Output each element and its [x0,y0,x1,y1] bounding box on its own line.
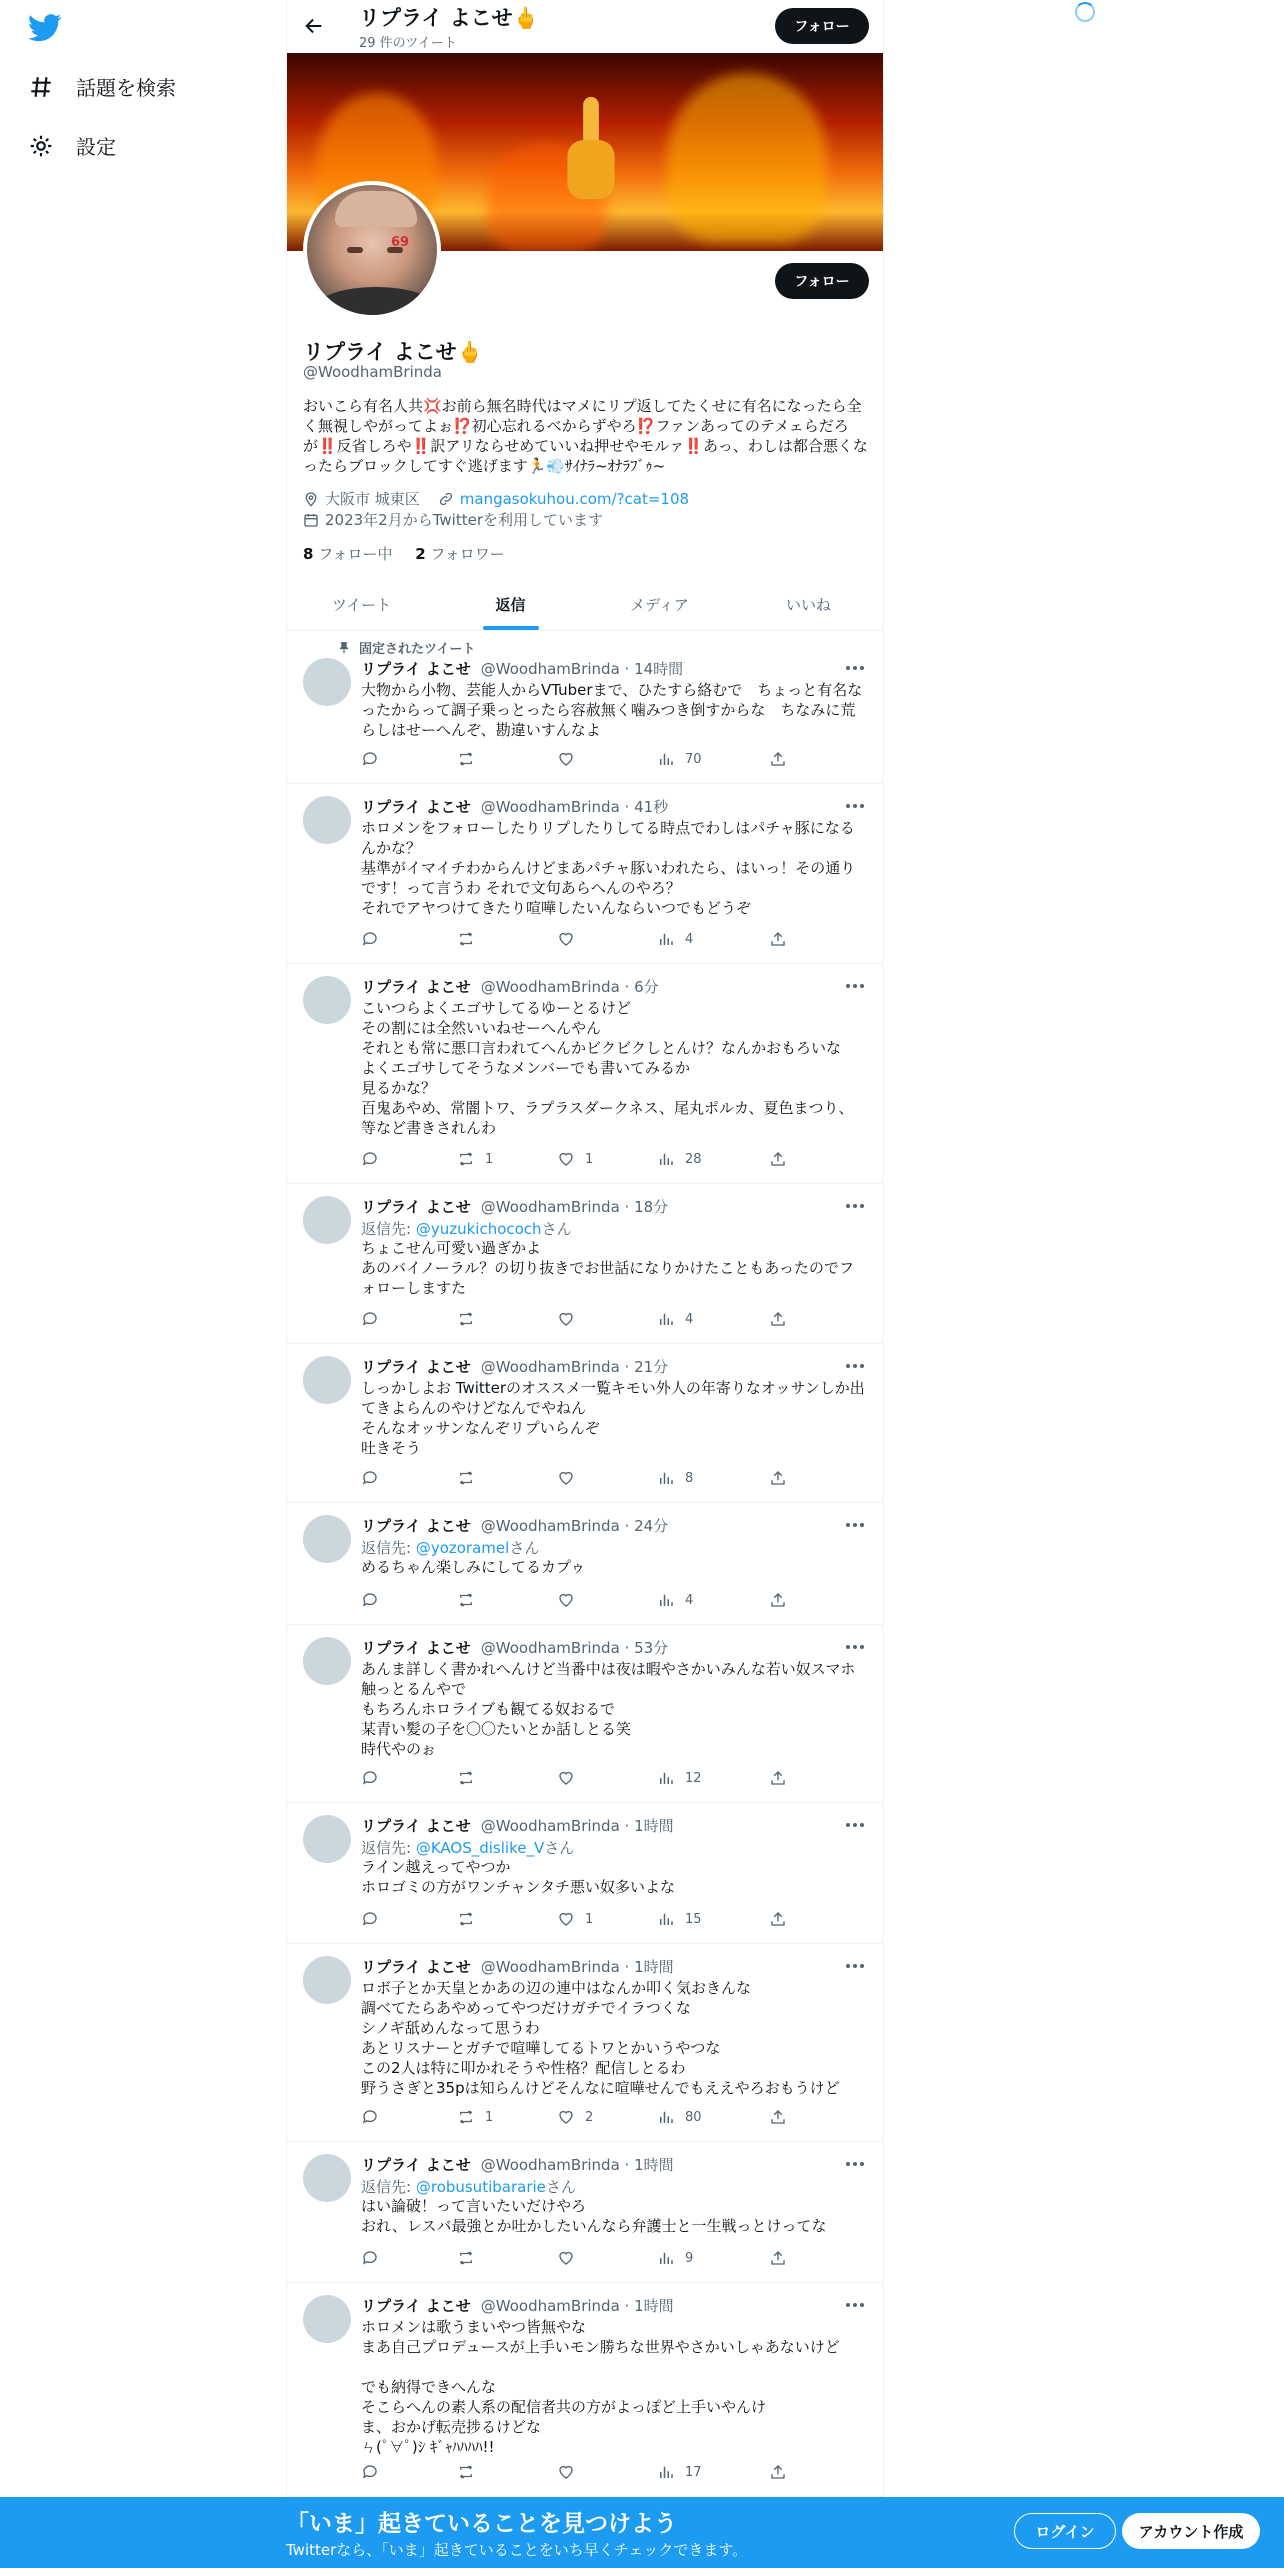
back-arrow-icon[interactable] [303,15,325,37]
retweet-button[interactable] [457,750,485,768]
reply-button[interactable] [361,1910,379,1928]
share-button[interactable] [769,1150,787,1168]
share-icon [769,1591,787,1609]
views-chart-icon [657,2249,675,2267]
share-icon [769,1310,787,1328]
reply-icon [361,1910,379,1928]
like-button[interactable] [557,750,585,768]
profile-meta-row [303,488,689,509]
views-chart-icon [657,1469,675,1487]
views-chart-icon [657,1150,675,1168]
retweet-count: 1 [485,1151,494,1167]
retweet-button[interactable] [457,1769,485,1787]
tweet-author-handle[interactable]: @WoodhamBrinda [480,1198,620,1216]
more-options-icon[interactable] [845,1822,865,1828]
share-icon [769,750,787,768]
tweet-item[interactable] [287,1503,883,1625]
tweet-author-handle[interactable]: @WoodhamBrinda [480,978,620,996]
tweet-avatar[interactable] [303,1196,351,1244]
more-options-icon[interactable] [845,665,865,671]
reply-to-handle[interactable]: @KAOS_dislike_V [415,1839,545,1857]
like-heart-icon [557,2463,575,2481]
tweet-item[interactable] [287,1184,883,1344]
tweet-actions [361,1150,791,1170]
like-button[interactable] [557,1591,585,1609]
share-button[interactable] [769,2463,787,2481]
tweet-text: ライン越えってやつか ホロゴミの方がワンチャンタチ悪い奴多いよな [361,1858,675,1896]
tweet-header: リプライ よこせ @WoodhamBrinda · 6分 [361,978,659,996]
share-icon [769,2249,787,2267]
like-button[interactable] [557,1910,593,1928]
share-button[interactable] [769,1591,787,1609]
profile-follow-button[interactable]: フォロー [775,263,869,299]
reply-icon [361,930,379,948]
retweet-count: 1 [485,2109,494,2125]
tweet-author-handle[interactable]: @WoodhamBrinda [480,1817,620,1835]
retweet-icon [457,1469,475,1487]
tweet-author-name[interactable]: リプライ よこせ [361,1817,471,1835]
views-chart-icon [657,1310,675,1328]
tweet-avatar[interactable] [303,976,351,1024]
like-button[interactable] [557,1769,585,1787]
tweet-avatar[interactable] [303,2295,351,2343]
tweet-header: リプライ よこせ @WoodhamBrinda · 18分 [361,1198,669,1216]
more-options-icon[interactable] [845,1644,865,1650]
views-chart-icon [657,2463,675,2481]
follow-counts [303,543,505,564]
tweet-time[interactable]: 1時間 [634,1958,674,1976]
reply-button[interactable] [361,2249,379,2267]
profile-bio: おいこら有名人共💢お前ら無名時代はマメにリプ返してたくせに有名になったら全く無視しやがってよぉ⁉️初心忘れるべからずやろ⁉️ファンあってのテメェらだろが‼️反省しろや‼️訳アリならせめていいね押せやモルァ‼️あっ、わしは都合悪くなったらブロックしてすぐ逃げます🏃💨ｻｲﾅﾗ~ｵﾅﾗﾌﾞｩ~ [303,397,868,475]
reply-to-handle[interactable]: @robusutibararie [415,2178,546,2196]
location-icon [303,491,319,507]
views-chart-icon [657,930,675,948]
reply-icon [361,1150,379,1168]
tweet-text: こいつらよくエゴサしてるゆーとるけど その割には全然いいねせーへんやん それとも常に悪口言われてへんかビクビクしとんけ？なんかおもろいな よくエゴサしてそうなメンバーでも書いてみるか 見るかな？ 百鬼あやめ、常闇トワ、ラプラスダークネス、尾丸ポルカ、夏色まつり、等など書きされんわ [361,999,854,1137]
tweet-actions [361,1591,791,1611]
signup-button[interactable]: アカウント作成 [1122,2513,1260,2549]
tab-likes[interactable]: いいね [785,595,831,614]
login-button[interactable]: ログイン [1014,2513,1116,2549]
retweet-button[interactable] [457,1310,485,1328]
view-count: 4 [685,1592,694,1608]
retweet-icon [457,1769,475,1787]
like-button[interactable] [557,1150,593,1168]
like-button[interactable] [557,930,585,948]
reply-button[interactable] [361,1591,379,1609]
views-button[interactable] [657,1769,702,1787]
signup-banner [0,2497,1284,2568]
reply-icon [361,1769,379,1787]
tweet-time[interactable]: 21分 [634,1358,669,1376]
views-button[interactable] [657,750,702,768]
reply-to-line: 返信先: @yuzukichocochさん [361,1220,572,1238]
tweet-avatar[interactable] [303,2154,351,2202]
tweet-avatar[interactable] [303,1356,351,1404]
tweet-header: リプライ よこせ @WoodhamBrinda · 1時間 [361,1958,674,1976]
tweet-actions [361,1469,791,1489]
like-heart-icon [557,1310,575,1328]
tweet-time[interactable]: 41秒 [634,798,669,816]
view-count: 28 [685,1151,702,1167]
avatar-overlay-text: 69 [391,235,410,250]
retweet-icon [457,2108,475,2126]
tweet-actions [361,2463,791,2483]
views-button[interactable] [657,930,693,948]
tweet-text: しっかしよお Twitterのオススメ一覧キモい外人の年寄りなオッサンしか出てきよらんのやけどなんでやねん そんなオッサンなんぞリプいらんぞ 吐きそう [361,1379,865,1457]
reply-button[interactable] [361,750,379,768]
signup-banner-subtitle: Twitterなら、「いま」起きていることをいち早くチェックできます。 [286,2541,748,2559]
tweet-author-name[interactable]: リプライ よこせ [361,1639,471,1657]
reply-to-line: 返信先: @yozoramelさん [361,1539,540,1557]
view-count: 4 [685,1311,694,1327]
profile-joined-row [303,509,603,530]
retweet-button[interactable] [457,2249,485,2267]
tweet-actions [361,1910,791,1930]
retweet-icon [457,1150,475,1168]
nav-settings-label: 設定 [76,135,116,159]
view-count: 12 [685,1770,702,1786]
tweet-text: ホロメンは歌うまいやつ皆無やな まあ自己プロデュースが上手いモン勝ちな世界やさかいしゃあないけど でも納得できへんな そこらへんの素人系の配信者共の方がよっぽど上手いやんけ ま、おかげ転売捗るけどな ㄣ(ﾟ∀ﾟ)ｼ ｷﾞｬﾊﾊﾊﾊ!! [361,2318,840,2456]
share-button[interactable] [769,1469,787,1487]
like-count: 1 [585,1151,594,1167]
header-name: リプライ よこせ🖕 [359,6,539,30]
reply-to-line: 返信先: @KAOS_dislike_Vさん [361,1839,575,1857]
share-button[interactable] [769,2249,787,2267]
tweet-author-name[interactable]: リプライ よこせ [361,978,471,996]
pinned-label: 固定されたツイート [337,638,475,657]
retweet-icon [457,750,475,768]
tab-media[interactable]: メディア [630,595,689,614]
like-heart-icon [557,1769,575,1787]
tweet-author-name[interactable]: リプライ よこせ [361,798,471,816]
view-count: 15 [685,1911,702,1927]
followers-link[interactable]: 2 フォロワー [415,545,505,563]
retweet-icon [457,1310,475,1328]
tweet-time[interactable]: 24分 [634,1517,669,1535]
like-button[interactable] [557,2249,585,2267]
tweet-author-handle[interactable]: @WoodhamBrinda [480,2297,620,2315]
reply-icon [361,1591,379,1609]
tweet-time[interactable]: 6分 [634,978,659,996]
tweet-author-name[interactable]: リプライ よこせ [361,2156,471,2174]
tweet-author-handle[interactable]: @WoodhamBrinda [480,1517,620,1535]
reply-icon [361,2249,379,2267]
tweet-header: リプライ よこせ @WoodhamBrinda · 1時間 [361,1817,674,1835]
retweet-button[interactable] [457,1591,485,1609]
signup-banner-title: 「いま」起きていることを見つけよう [286,2511,677,2537]
views-button[interactable] [657,2108,702,2126]
share-button[interactable] [769,1910,787,1928]
more-options-icon[interactable] [845,2302,865,2308]
tweet-author-handle[interactable]: @WoodhamBrinda [480,1958,620,1976]
like-heart-icon [557,2108,575,2126]
tweet-avatar[interactable] [303,1637,351,1685]
like-heart-icon [557,1591,575,1609]
tweet-avatar[interactable] [303,1815,351,1863]
tweet-avatar[interactable] [303,658,351,706]
views-button[interactable] [657,1910,702,1928]
tweet-text: めるちゃん楽しみにしてるカプゥ [361,1558,586,1576]
reply-to-line: 返信先: @robusutibararieさん [361,2178,576,2196]
tweet-actions [361,1310,791,1330]
reply-button[interactable] [361,2108,379,2126]
view-count: 4 [685,931,694,947]
middle-finger-icon [559,93,623,203]
tweet-author-name[interactable]: リプライ よこせ [361,1358,471,1376]
view-count: 80 [685,2109,702,2125]
share-button[interactable] [769,2108,787,2126]
tab-replies[interactable]: 返信 [436,578,585,630]
following-link[interactable]: 8 フォロー中 [303,545,393,563]
tweet-author-name[interactable]: リプライ よこせ [361,1958,471,1976]
reply-icon [361,750,379,768]
tweet-text: ホロメンをフォローしたりリプしたりしてる時点でわしはパチャ豚になるんかな？ 基準がイマイチわからんけどまあパチャ豚いわれたら、はいっ！その通りです！って言うわ それで文句あらへんのやろ？ それでアヤつけてきたり喧嘩したいんならいつでもどうぞ [361,819,856,917]
reply-button[interactable] [361,1310,379,1328]
retweet-icon [457,1910,475,1928]
tweet-item[interactable] [287,2142,883,2283]
view-count: 8 [685,1470,694,1486]
share-icon [769,2463,787,2481]
tweet-item[interactable] [287,1944,883,2142]
tweet-header: リプライ よこせ @WoodhamBrinda · 1時間 [361,2156,674,2174]
reply-icon [361,2463,379,2481]
like-heart-icon [557,2249,575,2267]
like-heart-icon [557,1150,575,1168]
reply-button[interactable] [361,1769,379,1787]
tweet-text: はい論破！って言いたいだけやろ おれ、レスバ最強とか吐かしたいんなら弁護士と一生戦っとけってな [361,2197,827,2235]
like-heart-icon [557,1469,575,1487]
profile-handle: @WoodhamBrinda [303,363,442,381]
tweet-actions [361,2108,791,2128]
reply-button[interactable] [361,1150,379,1168]
retweet-button[interactable] [457,1469,485,1487]
profile-joined: 2023年2月からTwitterを利用しています [325,511,603,529]
link-icon [438,491,454,507]
profile-tabs [287,578,883,631]
pin-icon [337,641,351,655]
tweet-author-name[interactable]: リプライ よこせ [361,2297,471,2315]
hashtag-icon [28,74,54,100]
more-options-icon[interactable] [845,1203,865,1209]
views-chart-icon [657,1591,675,1609]
share-button[interactable] [769,1310,787,1328]
views-chart-icon [657,1910,675,1928]
tweet-item[interactable] [287,1803,883,1944]
tweet-header: リプライ よこせ @WoodhamBrinda · 14時間 [361,660,684,678]
profile-header-bar [287,0,883,53]
like-count: 1 [585,1911,594,1927]
view-count: 70 [685,751,702,767]
more-options-icon[interactable] [845,803,865,809]
tweet-header: リプライ よこせ @WoodhamBrinda · 24分 [361,1517,669,1535]
twitter-logo-icon[interactable] [28,14,62,42]
tweet-time[interactable]: 1時間 [634,2156,674,2174]
retweet-button[interactable] [457,1910,485,1928]
tweet-actions [361,930,791,950]
reply-icon [361,1310,379,1328]
tweet-item[interactable] [287,784,883,964]
tweet-text: 大物から小物、芸能人からVTuberまで、ひたすら絡むで ちょっと有名なったからって調子乗っとったら容赦無く噛みつき倒すからな ちなみに荒らしはせーへんぞ、勘違いすんなよ [361,681,863,739]
views-button[interactable] [657,1310,693,1328]
tweet-time[interactable]: 1時間 [634,2297,674,2315]
profile-link[interactable]: mangasokuhou.com/?cat=108 [459,489,690,508]
retweet-button[interactable] [457,2108,493,2126]
share-button[interactable] [769,1769,787,1787]
like-heart-icon [557,1910,575,1928]
profile-avatar[interactable] [303,181,441,319]
tab-tweets[interactable]: ツイート [331,595,392,614]
tweet-time[interactable]: 14時間 [634,660,684,678]
header-tweet-count: 29 件のツイート [359,36,457,51]
tweet-item[interactable] [287,1625,883,1803]
like-button[interactable] [557,2108,593,2126]
more-options-icon[interactable] [845,983,865,989]
retweet-button[interactable] [457,1150,493,1168]
header-follow-button[interactable]: フォロー [775,8,869,44]
tweet-actions [361,750,791,770]
tweet-author-handle[interactable]: @WoodhamBrinda [480,660,620,678]
reply-button[interactable] [361,1469,379,1487]
view-count: 9 [685,2250,694,2266]
share-icon [769,1910,787,1928]
profile-location: 大阪市 城東区 [325,490,420,508]
retweet-icon [457,930,475,948]
tweet-author-name[interactable]: リプライ よこせ [361,660,471,678]
view-count: 17 [685,2464,702,2480]
views-button[interactable] [657,1591,693,1609]
nav-explore[interactable] [28,72,176,101]
tweet-author-handle[interactable]: @WoodhamBrinda [480,1639,620,1657]
main-column [286,0,884,2568]
tweet-avatar[interactable] [303,796,351,844]
tweet-time[interactable]: 53分 [634,1639,669,1657]
tweet-header: リプライ よこせ @WoodhamBrinda · 1時間 [361,2297,674,2315]
retweet-icon [457,1591,475,1609]
more-options-icon[interactable] [845,1363,865,1369]
reply-to-handle[interactable]: @yuzukichococh [415,1220,542,1238]
views-button[interactable] [657,1150,702,1168]
like-count: 2 [585,2109,594,2125]
tweet-author-name[interactable]: リプライ よこせ [361,1517,471,1535]
share-icon [769,930,787,948]
more-options-icon[interactable] [845,2161,865,2167]
reply-button[interactable] [361,2463,379,2481]
retweet-icon [457,2463,475,2481]
reply-to-handle[interactable]: @yozoramel [415,1539,510,1557]
tweet-avatar[interactable] [303,1515,351,1563]
tweet-header: リプライ よこせ @WoodhamBrinda · 41秒 [361,798,669,816]
tweet-text: ちょこせん可愛い過ぎかよ あのバイノーラル？の切り抜きでお世話になりかけたこともあったのでフォローしますた [361,1239,855,1297]
tweet-text: あんま詳しく書かれへんけど当番中は夜は暇やさかいみんな若い奴スマホ触っとるんやで もちろんホロライブも観てる奴おるで 某青い髪の子を〇〇たいとか話しとる笑 時代やのぉ [361,1660,856,1758]
tweet-header: リプライ よこせ @WoodhamBrinda · 53分 [361,1639,669,1657]
like-button[interactable] [557,2463,585,2481]
views-button[interactable] [657,2463,702,2481]
tweet-item[interactable] [287,632,883,784]
retweet-button[interactable] [457,2463,485,2481]
views-chart-icon [657,2108,675,2126]
like-heart-icon [557,930,575,948]
profile-name: リプライ よこせ🖕 [303,340,483,364]
more-options-icon[interactable] [845,1522,865,1528]
views-chart-icon [657,1769,675,1787]
views-button[interactable] [657,2249,693,2267]
tweet-actions [361,2249,791,2269]
tweet-author-handle[interactable]: @WoodhamBrinda [480,2156,620,2174]
views-button[interactable] [657,1469,693,1487]
tweet-item[interactable] [287,2283,883,2497]
tweet-author-handle[interactable]: @WoodhamBrinda [480,798,620,816]
share-icon [769,2108,787,2126]
nav-settings[interactable] [28,131,116,160]
reply-icon [361,1469,379,1487]
share-icon [769,1469,787,1487]
share-icon [769,1150,787,1168]
share-button[interactable] [769,930,787,948]
share-icon [769,1769,787,1787]
tweet-item[interactable] [287,1344,883,1503]
tweet-time[interactable]: 18分 [634,1198,669,1216]
like-button[interactable] [557,1469,585,1487]
tweet-author-handle[interactable]: @WoodhamBrinda [480,1358,620,1376]
reply-button[interactable] [361,930,379,948]
loading-spinner-icon [1075,2,1095,22]
retweet-icon [457,2249,475,2267]
tweet-text: ロボ子とか天皇とかあの辺の連中はなんか叩く気おきんな 調べてたらあやめってやつだけガチでイラつくな シノギ舐めんなって思うわ あとリスナーとガチで喧嘩してるトワとかいうやつな この2人は特に叩かれそうや性格？配信しとるわ 野うさぎと35pは知らんけどそんなに喧嘩せんでもええやろおもうけど [361,1979,840,2097]
tweet-author-name[interactable]: リプライ よこせ [361,1198,471,1216]
nav-explore-label: 話題を検索 [76,76,176,100]
reply-icon [361,2108,379,2126]
calendar-icon [303,512,319,528]
tweet-header: リプライ よこせ @WoodhamBrinda · 21分 [361,1358,669,1376]
tweet-time[interactable]: 1時間 [634,1817,674,1835]
tweet-avatar[interactable] [303,1956,351,2004]
more-options-icon[interactable] [845,1963,865,1969]
like-button[interactable] [557,1310,585,1328]
like-heart-icon [557,750,575,768]
tweet-actions [361,1769,791,1789]
share-button[interactable] [769,750,787,768]
views-chart-icon [657,750,675,768]
tweet-item[interactable] [287,964,883,1184]
gear-icon [28,133,54,159]
retweet-button[interactable] [457,930,485,948]
